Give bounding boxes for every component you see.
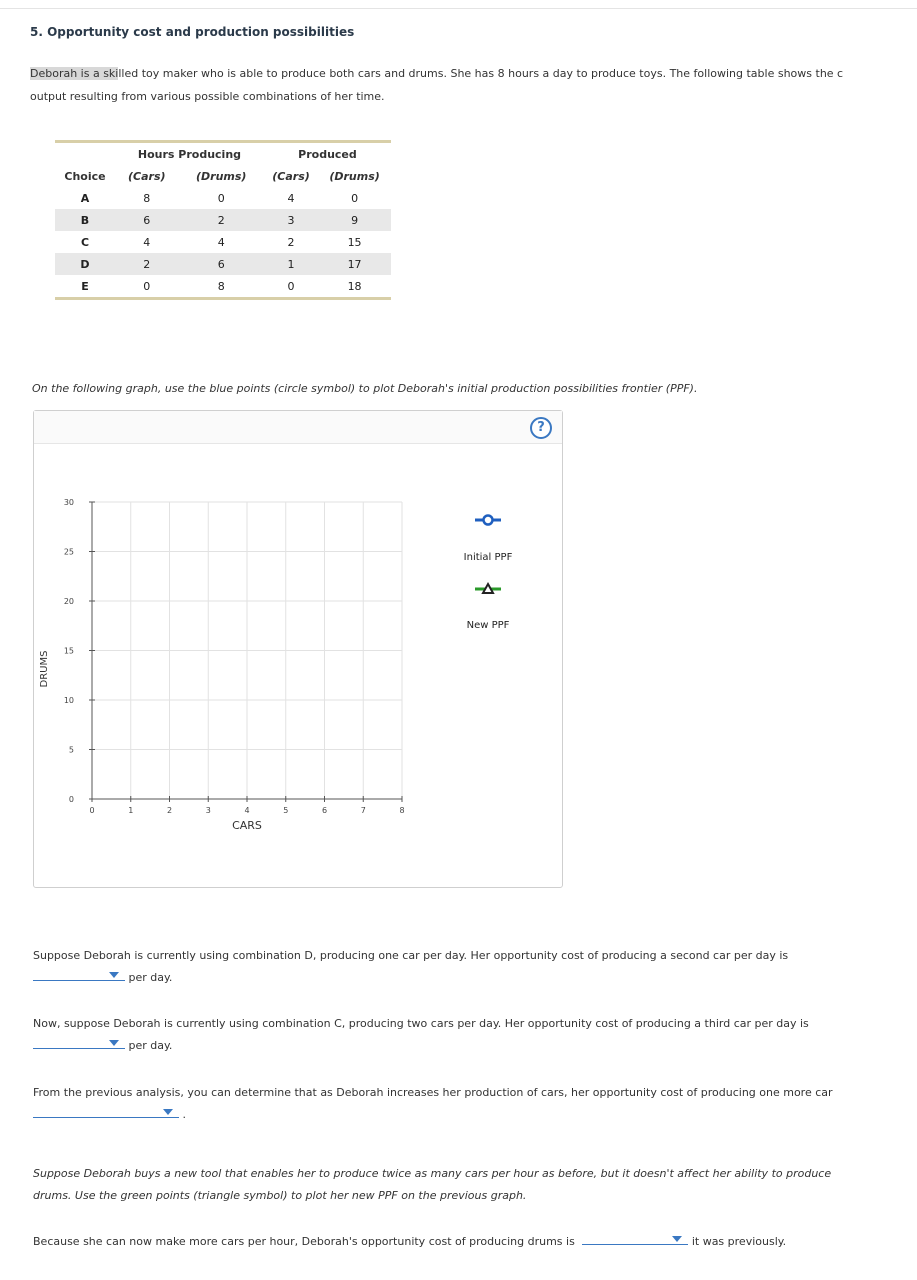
- question-1: [33, 946, 788, 988]
- x-tick-label: 7: [360, 806, 366, 815]
- q5-dropdown[interactable]: [582, 1230, 688, 1245]
- x-tick-label: 8: [399, 806, 405, 815]
- intro-line2: output resulting from various possible combinations of her time.: [30, 90, 385, 103]
- table-row: E 0 8 0 18: [55, 275, 391, 299]
- legend-new-ppf[interactable]: [467, 584, 510, 631]
- y-tick-label: 20: [63, 597, 74, 606]
- question-2: [33, 1014, 809, 1056]
- chevron-down-icon: [109, 1040, 119, 1046]
- y-tick-label: 30: [63, 498, 74, 507]
- chevron-down-icon: [672, 1236, 682, 1242]
- intro-highlight: Deborah is a ski: [30, 67, 119, 80]
- graph-panel: [33, 410, 563, 888]
- chevron-down-icon: [163, 1109, 173, 1115]
- q1-dropdown[interactable]: [33, 966, 125, 981]
- y-tick-label: 25: [63, 547, 74, 557]
- question-5-text: Because she can now make more cars per hour, Deborah's opportunity cost of producing drums is: [33, 1235, 575, 1248]
- question-2-suffix: per day.: [128, 1039, 173, 1052]
- question-4-line2: drums. Use the green points (triangle symbol) to plot her new PPF on the previous graph.: [33, 1189, 527, 1202]
- graph-instruction: On the following graph, use the blue points (circle symbol) to plot Deborah's initial production possibilities frontier (PPF).: [32, 382, 698, 395]
- x-tick-label: 4: [244, 806, 250, 815]
- circle-icon[interactable]: [484, 516, 493, 525]
- question-3-suffix: .: [182, 1108, 186, 1121]
- legend-initial-ppf[interactable]: [464, 516, 513, 564]
- question-1-text: Suppose Deborah is currently using combination D, producing one car per day. Her opportunity cost of producing a second car per day is: [33, 949, 789, 962]
- table-row: D 2 6 1 17: [55, 253, 391, 275]
- x-tick-label: 3: [205, 806, 211, 815]
- chevron-down-icon: [109, 972, 119, 978]
- y-tick-label: 5: [68, 745, 74, 755]
- production-table: [55, 140, 391, 300]
- x-axis-label: CARS: [232, 819, 262, 832]
- x-tick-label: 2: [166, 806, 173, 815]
- y-tick-label: 0: [68, 795, 74, 804]
- header-hours-cars: (Cars): [128, 169, 166, 183]
- intro-line1: lled toy maker who is able to produce both cars and drums. She has 8 hours a day to produce toys. The following table shows the c: [118, 67, 844, 80]
- y-tick-label: 10: [63, 696, 74, 705]
- top-divider: [0, 8, 917, 9]
- question-title: 5. Opportunity cost and production possibilities: [30, 25, 355, 39]
- question-3-text: From the previous analysis, you can determine that as Deborah increases her production of cars, her opportunity cost of producing one more car: [33, 1086, 833, 1099]
- legend-initial-ppf-label: Initial PPF: [463, 552, 513, 563]
- y-tick-label: 15: [63, 646, 74, 656]
- help-icon[interactable]: ?: [530, 417, 552, 439]
- table-row: A 8 0 4 0: [80, 191, 359, 205]
- graph-toolbar: [34, 411, 562, 444]
- intro-paragraph: [30, 62, 910, 108]
- q2-dropdown[interactable]: [33, 1034, 125, 1049]
- header-hours-producing: Hours Producing: [137, 147, 242, 161]
- question-4-line1: Suppose Deborah buys a new tool that enables her to produce twice as many cars per hour as before, but it doesn't affect her ability to produce: [33, 1167, 832, 1180]
- header-choice: Choice: [64, 169, 106, 183]
- question-5-suffix: it was previously.: [691, 1235, 787, 1248]
- header-hours-drums: (Drums): [196, 169, 247, 183]
- x-tick-label: 1: [128, 806, 134, 815]
- question-2-text: Now, suppose Deborah is currently using combination C, producing two cars per day. Her opportunity cost of producing a third car per day is: [33, 1017, 809, 1030]
- header-prod-drums: (Drums): [329, 169, 380, 183]
- x-tick-label: 6: [321, 806, 328, 815]
- ppf-graph[interactable]: [34, 444, 562, 886]
- question-5: [33, 1230, 786, 1252]
- triangle-icon[interactable]: [483, 584, 493, 593]
- y-axis-label: DRUMS: [39, 650, 50, 688]
- x-tick-label: 0: [89, 806, 95, 815]
- question-4: [33, 1163, 831, 1207]
- question-1-suffix: per day.: [128, 971, 173, 984]
- question-3: [33, 1083, 833, 1125]
- legend-new-ppf-label: New PPF: [466, 620, 510, 631]
- x-tick-label: 5: [283, 806, 289, 815]
- header-prod-cars: (Cars): [272, 169, 310, 183]
- q3-dropdown[interactable]: [33, 1103, 179, 1118]
- header-produced: Produced: [298, 147, 357, 161]
- table-row: C 4 4 2 15: [80, 235, 362, 249]
- table-row: B 6 2 3 9: [55, 209, 391, 231]
